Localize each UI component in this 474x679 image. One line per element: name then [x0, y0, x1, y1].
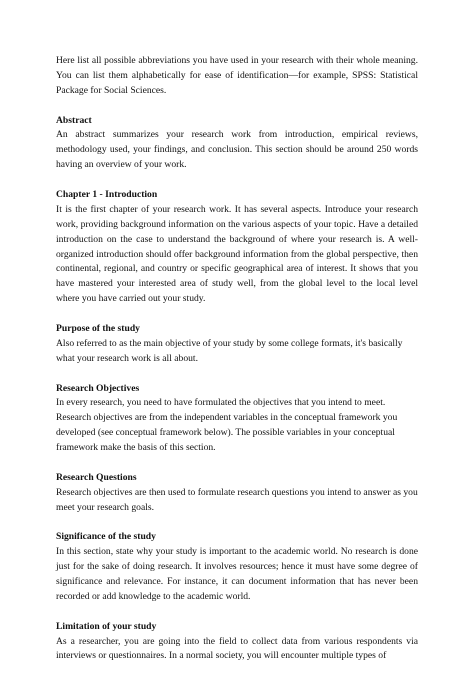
section-research-objectives	[56, 382, 418, 457]
section-body: It is the first chapter of your research work. It has several aspects. Introduce your research work, providing background information on the various aspects of your topic. Have a detailed introduction on the case to understand the background of where your research is. A well-organized introduction should offer background information from the global perspective, then continental, regional, and country or specific geographical area of interest. It shows that you have mastered your interested area of study well, from the global level to the local level where you have carried out your study.	[56, 203, 418, 305]
section-purpose-of-study	[56, 322, 418, 367]
section-heading: Significance of the study	[56, 531, 156, 543]
section-body: In every research, you need to have formulated the objectives that you intend to meet. Research objectives are from the independent variables in the conceptual framework you developed (see conceptual framework below). The possible variables in your conceptual framework make the basis of this section.	[56, 397, 398, 454]
document-page	[56, 54, 418, 679]
section-heading: Research Objectives	[56, 382, 140, 394]
section-heading: Limitation of your study	[56, 620, 157, 632]
section-heading: Abstract	[56, 114, 92, 126]
section-limitation-of-study	[56, 620, 418, 665]
section-body: As a researcher, you are going into the field to collect data from various respondents via interviews or questionnaires. In a normal society, you will encounter multiple types of	[56, 635, 418, 662]
section-body: Research objectives are then used to formulate research questions you intend to answer as you meet your research goals.	[56, 486, 418, 513]
section-significance-of-study	[56, 530, 418, 605]
section-body: An abstract summarizes your research work from introduction, empirical reviews, methodology used, your findings, and conclusion. This section should be around 250 words having an overview of your work.	[56, 129, 418, 171]
section-abstract	[56, 114, 418, 174]
section-heading: Chapter 1 - Introduction	[56, 188, 158, 200]
section-research-questions	[56, 471, 418, 516]
section-heading: Research Questions	[56, 471, 137, 483]
intro-paragraph: Here list all possible abbreviations you have used in your research with their whole meaning. You can list them alphabetically for ease of identification—for example, SPSS: Statistical Package for Social Sciences.	[56, 55, 418, 96]
section-body: Also referred to as the main objective of your study by some college formats, it's basically what your research work is all about.	[56, 337, 403, 364]
section-chapter-1-introduction	[56, 188, 418, 307]
section-body: In this section, state why your study is important to the academic world. No research is done just for the sake of doing research. It involves resources; hence it must have some degree of significance and relevance. For instance, it can document information that has never been recorded or add knowledge to the academic world.	[56, 546, 418, 602]
section-heading: Purpose of the study	[56, 322, 140, 334]
